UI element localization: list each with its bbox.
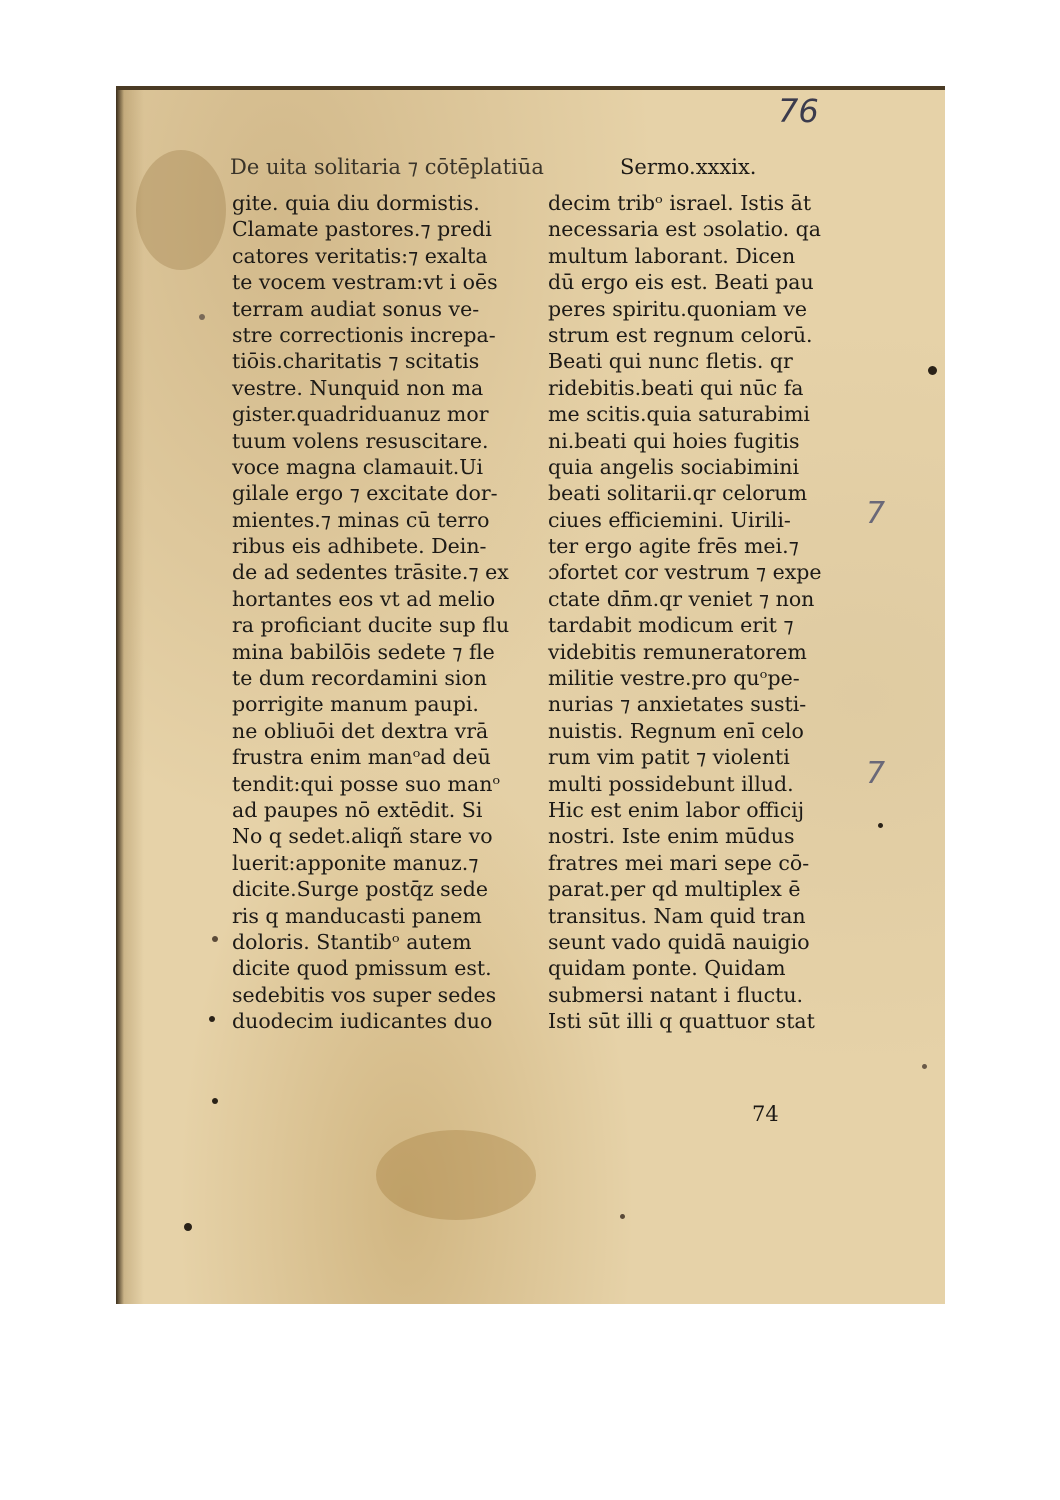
running-head-left: De uita solitaria ⁊ cōtēplatiūa bbox=[230, 155, 544, 179]
water-stain bbox=[376, 1130, 536, 1220]
text-line: vestre. Nunquid non ma bbox=[232, 375, 484, 400]
text-line: mina babilōis sedete ⁊ fle bbox=[232, 639, 495, 664]
page-edge-shadow bbox=[116, 90, 124, 1304]
text-line: tendit:qui posse suo manᵒ bbox=[232, 771, 501, 796]
text-line: nuistis. Regnum enī celo bbox=[548, 718, 804, 743]
text-line: luerit:apponite manuz.⁊ bbox=[232, 850, 479, 875]
text-line: militie vestre.pro quᵒpe- bbox=[548, 666, 800, 691]
text-line: submersi natant i fluctu. bbox=[548, 982, 804, 1007]
text-line: fratres mei mari sepe cō- bbox=[548, 850, 810, 875]
text-line: porrigite manum paupi. bbox=[232, 692, 479, 717]
text-line: quidam ponte. Quidam bbox=[548, 956, 786, 981]
ink-dot bbox=[209, 1016, 215, 1022]
text-line: sedebitis vos super sedes bbox=[232, 982, 497, 1007]
text-line: seunt vado quidā nauigio bbox=[548, 929, 810, 954]
text-line: dicite quod pmissum est. bbox=[232, 956, 492, 981]
text-line: tiōis.charitatis ⁊ scitatis bbox=[232, 349, 480, 374]
text-line: multi possidebunt illud. bbox=[548, 771, 794, 796]
text-line: ɔfortet cor vestrum ⁊ expe bbox=[548, 560, 822, 585]
left-column bbox=[232, 190, 509, 1035]
margin-mark: 7 bbox=[866, 756, 886, 791]
text-line: Clamate pastores.⁊ predi bbox=[232, 217, 492, 242]
running-head-right: Sermo.xxxix. bbox=[620, 155, 757, 179]
water-stain bbox=[136, 150, 226, 270]
text-line: decim tribᵒ israel. Istis āt bbox=[548, 191, 812, 215]
ink-dot bbox=[212, 936, 218, 942]
text-line: ra proficiant ducite sup flu bbox=[232, 613, 510, 638]
text-line: necessaria est ɔsolatio. qa bbox=[548, 217, 821, 242]
text-line: Beati qui nunc fletis. qr bbox=[548, 349, 793, 374]
text-line: catores veritatis:⁊ exalta bbox=[232, 243, 488, 268]
ink-dot bbox=[878, 823, 883, 828]
text-line: ter ergo agite frēs mei.⁊ bbox=[548, 534, 799, 559]
text-line: tardabit modicum erit ⁊ bbox=[548, 613, 794, 638]
ink-dot bbox=[199, 314, 205, 320]
text-line: duodecim iudicantes duo bbox=[232, 1009, 493, 1034]
text-line: peres spiritu.quoniam ve bbox=[548, 296, 808, 321]
text-line: transitus. Nam quid tran bbox=[548, 903, 806, 928]
text-line: No q sedet.aliqñ stare vo bbox=[232, 824, 493, 849]
text-line: gite. quia diu dormistis. bbox=[232, 191, 480, 215]
text-line: te dum recordamini sion bbox=[232, 666, 487, 691]
text-line: gister.quadriduanuz mor bbox=[232, 402, 489, 427]
text-line: tuum volens resuscitare. bbox=[232, 428, 489, 453]
text-line: ne obliuōi det dextra vrā bbox=[232, 718, 489, 743]
folio-number: 76 bbox=[778, 92, 819, 130]
text-line: ni.beati qui hoies fugitis bbox=[548, 428, 800, 453]
text-line: terram audiat sonus ve- bbox=[232, 296, 480, 321]
margin-mark: 7 bbox=[866, 496, 886, 531]
text-line: videbitis remuneratorem bbox=[548, 639, 807, 664]
right-column bbox=[548, 190, 822, 1035]
text-line: quia angelis sociabimini bbox=[548, 454, 800, 479]
text-line: ris q manducasti panem bbox=[232, 903, 482, 928]
ink-dot bbox=[184, 1223, 192, 1231]
text-line: ridebitis.beati qui nūc fa bbox=[548, 375, 804, 400]
text-line: multum laborant. Dicen bbox=[548, 243, 796, 268]
text-line: parat.per qd multiplex ē bbox=[548, 877, 801, 902]
text-line: dicite.Surge postq̄z sede bbox=[232, 877, 488, 902]
text-line: Isti sūt illi q quattuor stat bbox=[548, 1009, 815, 1034]
text-line: strum est regnum celorū. bbox=[548, 322, 813, 347]
ink-dot bbox=[212, 1098, 218, 1104]
text-line: Hic est enim labor officij bbox=[548, 797, 805, 822]
text-line: ciues efficiemini. Uirili- bbox=[548, 507, 791, 532]
text-line: ctate dn̄m.qr veniet ⁊ non bbox=[548, 586, 815, 611]
text-line: beati solitarii.qr celorum bbox=[548, 481, 808, 506]
text-line: stre correctionis increpa- bbox=[232, 322, 496, 347]
text-line: nostri. Iste enim mūdus bbox=[548, 824, 795, 849]
text-line: nurias ⁊ anxietates susti- bbox=[548, 692, 807, 717]
text-line: doloris. Stantibᵒ autem bbox=[232, 929, 472, 954]
text-line: ad paupes nō extēdit. Si bbox=[232, 797, 483, 822]
text-line: hortantes eos vt ad melio bbox=[232, 586, 496, 611]
text-line: mientes.⁊ minas cū terro bbox=[232, 507, 490, 532]
text-line: de ad sedentes trāsite.⁊ ex bbox=[232, 560, 509, 585]
text-line: ribus eis adhibete. Dein- bbox=[232, 534, 487, 559]
text-line: gilale ergo ⁊ excitate dor- bbox=[232, 481, 498, 506]
text-line: voce magna clamauit.Ui bbox=[232, 454, 484, 479]
text-line: me scitis.quia saturabimi bbox=[548, 402, 810, 427]
text-line: dū ergo eis est. Beati pau bbox=[548, 270, 814, 295]
signature-mark: 74 bbox=[752, 1102, 779, 1126]
ink-dot bbox=[922, 1064, 927, 1069]
text-line: rum vim patit ⁊ violenti bbox=[548, 745, 790, 770]
text-line: frustra enim manᵒad deū bbox=[232, 745, 491, 770]
ink-dot bbox=[928, 366, 937, 375]
ink-dot bbox=[620, 1214, 625, 1219]
text-line: te vocem vestram:vt i oēs bbox=[232, 270, 498, 295]
